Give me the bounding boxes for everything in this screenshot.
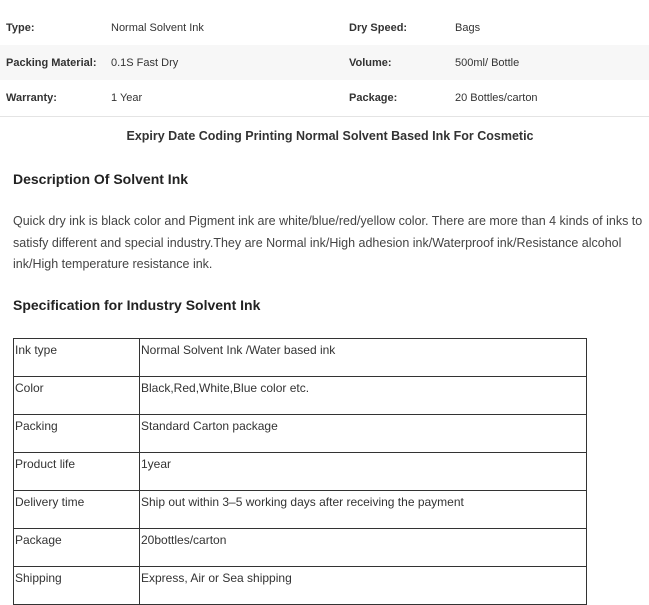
table-row (14, 529, 587, 567)
table-row (14, 491, 587, 529)
attribute-value: Bags (455, 21, 481, 34)
attribute-label: Packing Material: (0, 45, 105, 80)
spec-value: Standard Carton package (140, 415, 587, 453)
table-row (14, 453, 587, 491)
attribute-value: 1 Year (111, 91, 143, 104)
product-headline: Expiry Date Coding Printing Normal Solvent Based Ink For Cosmetic (126, 129, 534, 143)
spec-key: Package (14, 529, 140, 567)
attribute-row (0, 80, 649, 115)
spec-value: Black,Red,White,Blue color etc. (140, 377, 587, 415)
spec-value: Express, Air or Sea shipping (140, 567, 587, 605)
attribute-label: Warranty: (6, 91, 57, 104)
attribute-row (0, 10, 649, 45)
attribute-label: Package: (349, 91, 398, 104)
spec-key: Shipping (14, 567, 140, 605)
spec-key: Delivery time (14, 491, 140, 529)
specification-table (13, 338, 587, 605)
spec-key: Color (14, 377, 140, 415)
table-row (14, 415, 587, 453)
spec-value: Normal Solvent Ink /Water based ink (140, 339, 587, 377)
spec-key: Product life (14, 453, 140, 491)
spec-key: Ink type (14, 339, 140, 377)
attribute-value: 0.1S Fast Dry (105, 45, 343, 80)
attribute-row (0, 45, 649, 80)
attribute-label: Type: (6, 21, 35, 34)
spec-value: Ship out within 3–5 working days after receiving the payment (140, 491, 587, 529)
specification-title: Specification for Industry Solvent Ink (13, 297, 261, 313)
spec-value: 20bottles/carton (140, 529, 587, 567)
attribute-label: Volume: (343, 45, 449, 80)
attribute-value: 20 Bottles/carton (455, 91, 538, 104)
spec-value: 1year (140, 453, 587, 491)
description-title: Description Of Solvent Ink (13, 171, 189, 187)
attribute-value: Normal Solvent Ink (111, 21, 204, 34)
attribute-label: Dry Speed: (349, 21, 408, 34)
spec-key: Packing (14, 415, 140, 453)
table-row (14, 567, 587, 605)
attribute-value: 500ml/ Bottle (449, 45, 649, 80)
description-text: Quick dry ink is black color and Pigment ink are white/blue/red/yellow color. There are more than 4 kinds of inks to satisfy different and special industry.They are Normal ink/High adhesion ink/Waterproof ink/Resistance alcohol ink/High temperature resistance ink. (13, 214, 643, 271)
attribute-table (0, 10, 649, 115)
table-row (14, 377, 587, 415)
section-divider (0, 116, 649, 117)
table-row (14, 339, 587, 377)
